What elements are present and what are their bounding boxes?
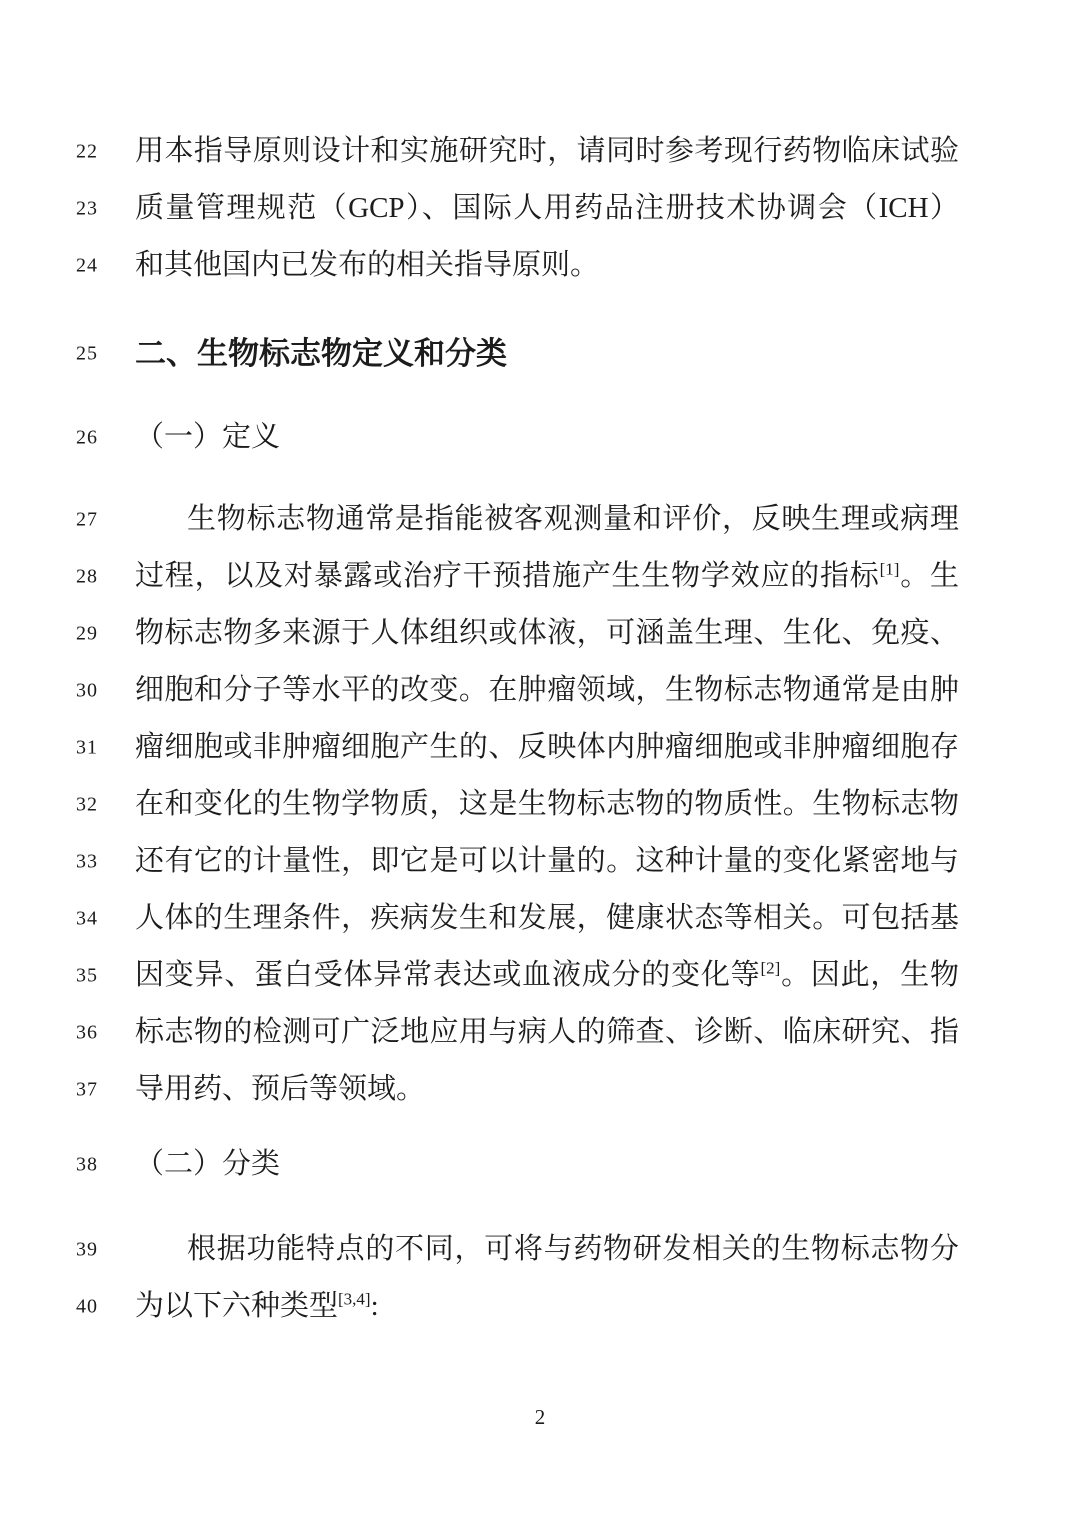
superscript-reference: [1] (879, 559, 900, 579)
document-lines (0, 123, 1080, 1335)
document-line (0, 1136, 1080, 1193)
text-segment: 在和变化的生物学物质，这是生物标志物的物质性。生物标志物 (135, 788, 959, 820)
document-line (0, 1278, 1080, 1335)
line-number: 35 (76, 964, 98, 986)
text-segment: 过程，以及对暴露或治疗干预措施产生生物学效应的指标 (135, 560, 880, 592)
line-number: 28 (76, 565, 98, 587)
superscript-reference: [3,4] (338, 1289, 371, 1309)
line-text (135, 605, 959, 662)
text-segment: 细胞和分子等水平的改变。在肿瘤领域，生物标志物通常是由肿 (135, 674, 959, 706)
line-text (135, 719, 959, 776)
document-line (0, 325, 1080, 382)
line-number: 22 (76, 140, 98, 162)
text-segment: 人体的生理条件，疾病发生和发展，健康状态等相关。可包括基 (135, 902, 959, 934)
text-segment: 瘤细胞或非肿瘤细胞产生的、反映体内肿瘤细胞或非肿瘤细胞存 (135, 731, 959, 763)
line-number: 38 (76, 1153, 98, 1175)
line-text (135, 409, 959, 466)
text-segment: （一）定义 (135, 421, 281, 453)
line-number: 29 (76, 622, 98, 644)
document-line (0, 662, 1080, 719)
document-line (0, 548, 1080, 605)
line-number: 40 (76, 1295, 98, 1317)
line-number: 37 (76, 1078, 98, 1100)
line-text (135, 1061, 959, 1118)
line-text (135, 180, 959, 237)
text-segment: 质量管理规范（GCP）、国际人用药品注册技术协调会（ICH） (135, 192, 959, 224)
line-number: 25 (76, 342, 98, 364)
document-line (0, 1004, 1080, 1061)
text-segment: 和其他国内已发布的相关指导原则。 (135, 249, 600, 281)
text-segment: 因变异、蛋白受体异常表达或血液成分的变化等 (135, 959, 761, 991)
line-text (135, 491, 959, 548)
text-segment: 。因此，生物 (780, 959, 959, 991)
line-number: 24 (76, 254, 98, 276)
text-segment: 二、生物标志物定义和分类 (135, 336, 507, 371)
text-segment: 生物标志物通常是指能被客观测量和评价，反映生理或病理 (187, 503, 959, 535)
line-number: 36 (76, 1021, 98, 1043)
text-segment: 。生 (899, 560, 959, 592)
line-text (135, 325, 959, 382)
line-text (135, 833, 959, 890)
document-line (0, 776, 1080, 833)
line-number: 27 (76, 508, 98, 530)
line-text (135, 1004, 959, 1061)
line-number: 31 (76, 736, 98, 758)
document-line (0, 1061, 1080, 1118)
page-number: 2 (534, 1405, 546, 1429)
document-line (0, 491, 1080, 548)
text-segment: 导用药、预后等领域。 (135, 1073, 426, 1105)
line-number: 33 (76, 850, 98, 872)
text-segment: : (370, 1290, 379, 1322)
document-line (0, 719, 1080, 776)
document-line (0, 890, 1080, 947)
line-text (135, 1221, 959, 1278)
document-line (0, 605, 1080, 662)
line-number: 23 (76, 197, 98, 219)
text-segment: 还有它的计量性，即它是可以计量的。这种计量的变化紧密地与 (135, 845, 959, 877)
text-segment: 用本指导原则设计和实施研究时，请同时参考现行药物临床试验 (135, 135, 959, 167)
line-number: 32 (76, 793, 98, 815)
text-segment: 物标志物多来源于人体组织或体液，可涵盖生理、生化、免疫、 (135, 617, 959, 649)
line-number: 34 (76, 907, 98, 929)
line-text (135, 776, 959, 833)
document-line (0, 180, 1080, 237)
document-line (0, 237, 1080, 294)
document-line (0, 409, 1080, 466)
line-text (135, 662, 959, 719)
line-text (135, 947, 959, 1004)
document-line (0, 947, 1080, 1004)
line-text (135, 1278, 959, 1335)
line-number: 39 (76, 1238, 98, 1260)
document-line (0, 833, 1080, 890)
line-text (135, 123, 959, 180)
line-text (135, 548, 959, 605)
line-text (135, 890, 959, 947)
line-number: 26 (76, 426, 98, 448)
superscript-reference: [2] (760, 958, 781, 978)
text-segment: （二）分类 (135, 1148, 281, 1180)
line-text (135, 237, 959, 294)
text-segment: 根据功能特点的不同，可将与药物研发相关的生物标志物分 (187, 1233, 959, 1265)
line-text (135, 1136, 959, 1193)
text-segment: 为以下六种类型 (135, 1290, 339, 1322)
document-line (0, 1221, 1080, 1278)
document-line (0, 123, 1080, 180)
line-number: 30 (76, 679, 98, 701)
text-segment: 标志物的检测可广泛地应用与病人的筛查、诊断、临床研究、指 (135, 1016, 959, 1048)
